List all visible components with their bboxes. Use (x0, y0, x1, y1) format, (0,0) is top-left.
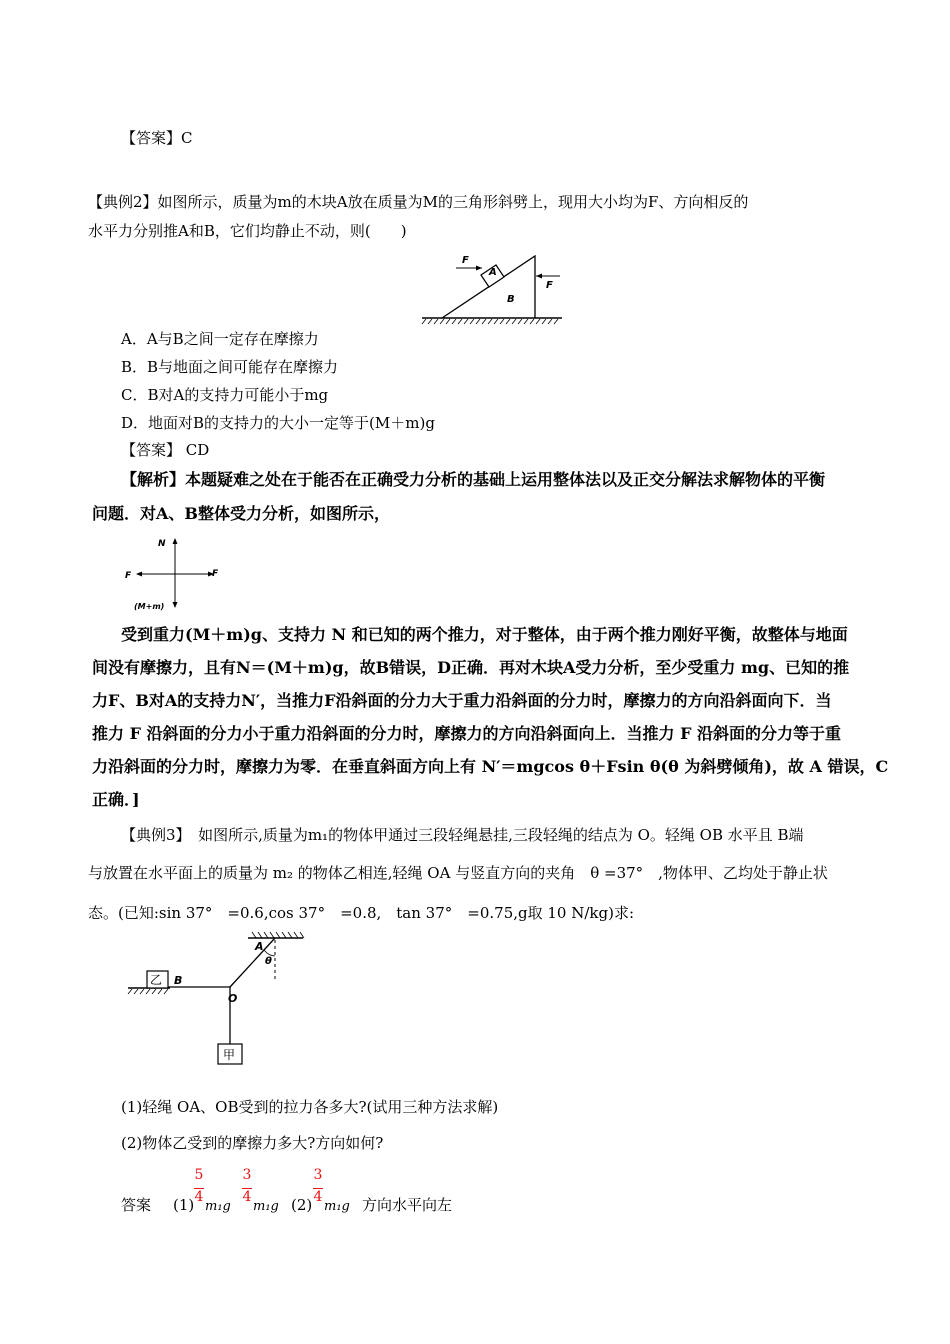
option-d: D．地面对B的支持力的大小一定等于(M＋m)g (121, 414, 435, 432)
example-2-line-2: 水平力分别推A和B，它们均静止不动，则( ) (88, 222, 407, 240)
rope-figure (128, 930, 308, 1070)
analysis-line-8: 正确．] (92, 790, 140, 809)
fraction-2-denominator: 4 (242, 1189, 252, 1205)
example-3-line-3: 态。(已知:sin 37° =0.6,cos 37° =0.8, tan 37° =0.75,g取 10 N/kg)求: (88, 904, 635, 922)
analysis-line-1: 【解析】本题疑难之处在于能否在正确受力分析的基础上运用整体法以及正交分解法求解物体的平衡 (121, 470, 826, 489)
label-jia: 甲 (223, 1048, 236, 1062)
option-c: C．B对A的支持力可能小于mg (121, 386, 329, 404)
label-a: A (489, 267, 497, 278)
label-n: N (158, 539, 166, 549)
label-f-right: F (546, 280, 553, 291)
label-f-left: F (462, 255, 469, 266)
label-b-point: B (174, 974, 183, 987)
answer-3-label: 答案 (121, 1196, 152, 1214)
answer-1: 【答案】C (121, 129, 193, 147)
analysis-line-5: 力F、B对A的支持力N′，当推力F沿斜面的分力大于重力沿斜面的分力时，摩擦力的方向沿斜面向下．当 (92, 691, 832, 710)
label-gravity: (M+m) (134, 602, 165, 611)
analysis-line-7: 力沿斜面的分力时，摩擦力为零．在垂直斜面方向上有 N′＝mgcos θ＋Fsin θ(θ 为斜劈倾角)，故 A 错误，C (92, 757, 889, 776)
answer-3-direction: 方向水平向左 (362, 1196, 453, 1214)
analysis-line-6: 推力 F 沿斜面的分力小于重力沿斜面的分力时，摩擦力的方向沿斜面向上．当推力 F 沿斜面的分力等于重 (92, 724, 842, 743)
fraction-1-numerator: 5 (194, 1167, 204, 1183)
fraction-3-numerator: 3 (313, 1167, 323, 1183)
label-f-left-fbd: F (125, 571, 132, 581)
question-1: (1)轻绳 OA、OB受到的拉力各多大?(试用三种方法求解) (121, 1098, 499, 1116)
answer-3-part2: (2) (291, 1196, 313, 1214)
option-b: B．B与地面之间可能存在摩擦力 (121, 358, 339, 376)
mass-1: m₁g (205, 1199, 231, 1214)
label-theta: θ (265, 956, 272, 967)
fraction-1-denominator: 4 (194, 1189, 204, 1205)
label-yi: 乙 (150, 973, 163, 987)
label-f-right-fbd: F (212, 569, 219, 579)
mass-3: m₁g (324, 1199, 350, 1214)
wedge-figure (422, 250, 582, 330)
example-3-line-2: 与放置在水平面上的质量为 m₂ 的物体乙相连,轻绳 OA 与竖直方向的夹角 θ =37° ,物体甲、乙均处于静止状 (88, 864, 828, 882)
example-2-label: 【典例2】 (88, 193, 158, 211)
answer-3-part1: (1) (173, 1196, 195, 1214)
label-a-point: A (255, 940, 264, 953)
example-3-label: 【典例3】 (121, 826, 184, 844)
analysis-line-2: 问题．对A、B整体受力分析，如图所示， (92, 504, 390, 523)
label-o-point: O (228, 992, 238, 1005)
mass-2: m₁g (253, 1199, 279, 1214)
fraction-3-denominator: 4 (313, 1189, 323, 1205)
analysis-line-4: 间没有摩擦力，且有N＝(M＋m)g，故B错误，D正确．再对木块A受力分析，至少受重力 mg、已知的推 (92, 658, 850, 677)
force-diagram (120, 534, 230, 614)
fraction-2-numerator: 3 (242, 1167, 252, 1183)
answer-2: 【答案】 CD (121, 441, 210, 459)
question-2: (2)物体乙受到的摩擦力多大?方向如何? (121, 1134, 384, 1152)
example-3-line-1: 【典例3】 如图所示,质量为m₁的物体甲通过三段轻绳悬挂,三段轻绳的结点为 O。轻绳 OB 水平且 B端 (121, 826, 804, 844)
label-b: B (507, 294, 515, 305)
option-a: A．A与B之间一定存在摩擦力 (121, 330, 319, 348)
example-2-line-1: 【典例2】如图所示，质量为m的木块A放在质量为M的三角形斜劈上，现用大小均为F、方向相反的 (88, 193, 749, 211)
analysis-line-3: 受到重力(M＋m)g、支持力 N 和已知的两个推力，对于整体，由于两个推力刚好平衡，故整体与地面 (121, 625, 848, 644)
